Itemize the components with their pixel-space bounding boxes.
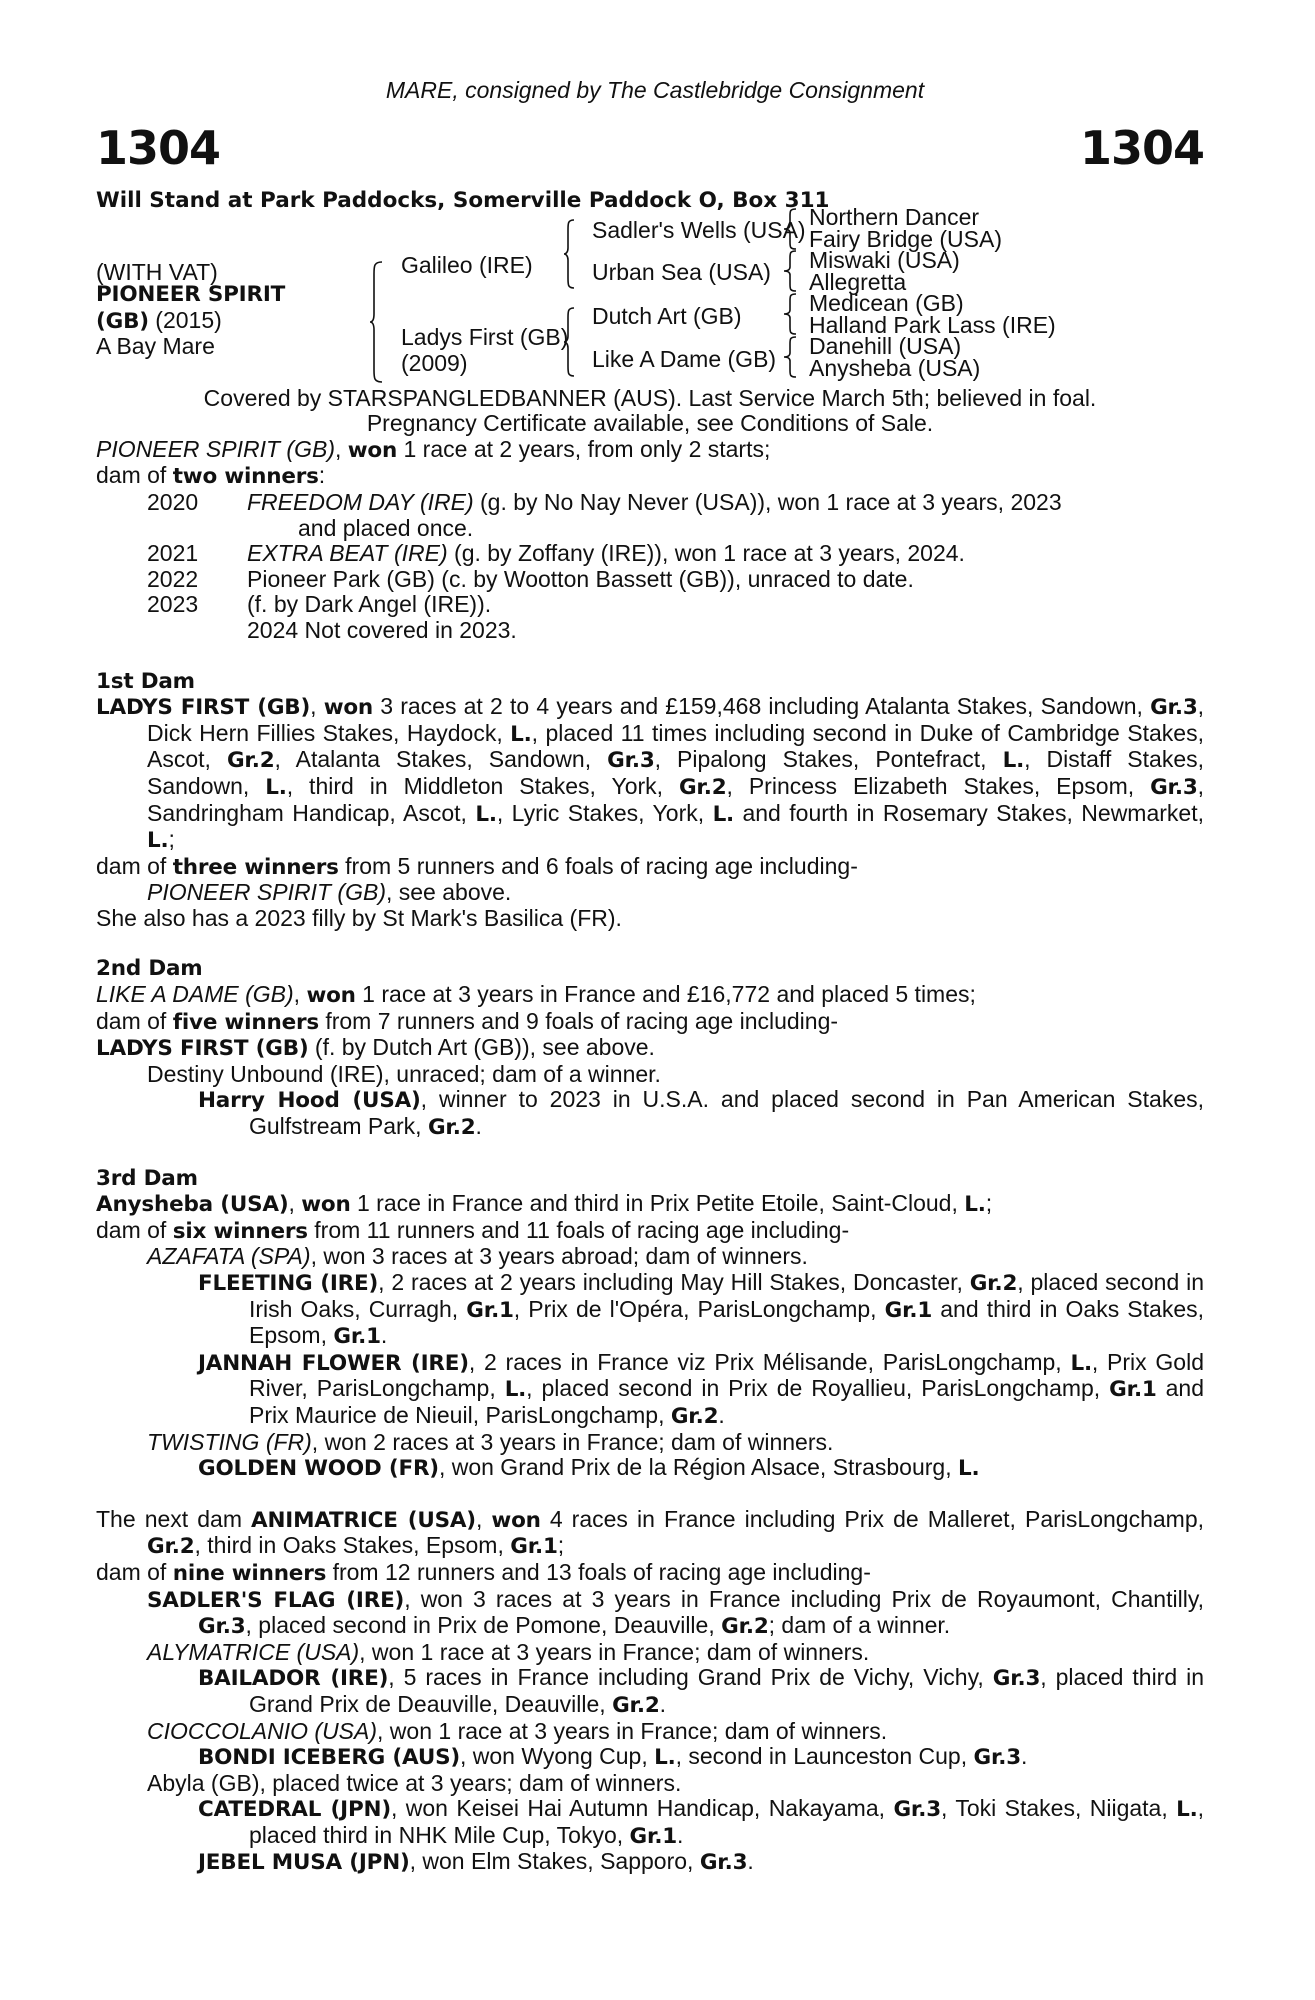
bold-text: won [306,983,356,1009]
produce-detail: (g. by Zoffany (IRE)), won 1 race at 3 years, 2024. [447,540,965,567]
bold-text: LADYS FIRST (GB) [96,1036,309,1062]
second-dam-heading: 2nd Dam [96,956,203,982]
sire-sire: Sadler's Wells (USA) [592,216,806,243]
produce-text [247,490,1204,541]
horse-country: (GB) [96,308,149,334]
third-dam-heading: 3rd Dam [96,1165,198,1191]
text-run: 3 races at 2 to 4 years and £159,468 including Atalanta Stakes, Sandown, [373,693,1151,720]
text-run: The next dam [96,1505,252,1532]
bold-text: five winners [172,1009,319,1035]
ggp-7: Danehill (USA) [809,332,962,359]
text-run: , won Wyong Cup, [460,1743,655,1770]
text-run: , placed second in Prix de Royallieu, ParisLongchamp, [526,1375,1110,1402]
bold-text: Gr.3 [198,1614,246,1640]
bold-text: L. [147,828,169,854]
ggp-5: Medicean (GB) [809,289,964,316]
bold-text: Gr.1 [333,1324,381,1350]
first-dam-produce-summary [96,854,1204,881]
horse-name: PIONEER SPIRIT [96,281,286,307]
third-dam-produce-summary [96,1218,1204,1245]
produce-year: 2021 [147,540,199,567]
produce-row [96,490,1204,541]
bold-text: BONDI ICEBERG (AUS) [198,1745,460,1771]
produce-text: 2024 Not covered in 2023. [247,616,517,643]
bold-text: Gr.3 [992,1666,1041,1692]
catalogue-page [96,78,1204,1876]
text-run: , second in Launceston Cup, [675,1743,974,1770]
next-dam-grandchild-jebel-musa [96,1849,1204,1876]
text-run: (f. by Dutch Art (GB)), see above. [308,1034,655,1061]
text-run: , Toki Stakes, Niigata, [940,1795,1177,1822]
third-dam-grandchild-golden-wood [96,1455,1204,1482]
produce-row [96,541,1204,567]
race-record: PIONEER SPIRIT (GB), won 1 race at 2 years, from only 2 starts; [96,435,771,463]
first-dam-child [96,880,1204,906]
next-dam-grandchild-catedral [96,1796,1204,1849]
produce-year [96,618,247,644]
produce-name: FREEDOM DAY (IRE) [247,488,474,515]
bold-text: Gr.2 [969,1271,1018,1296]
text-run: and third in Oaks Stakes, Epsom, [249,1295,1205,1349]
text-run: dam of [96,1558,173,1585]
bold-text: Gr.3 [893,1797,941,1823]
consigner-line: MARE, consigned by The Castlebridge Consignment [385,77,925,103]
italic-text: PIONEER SPIRIT (GB) [147,879,386,906]
third-dam-child-azafata [96,1244,1204,1270]
text-run: . [747,1848,754,1875]
bold-text: Anysheba (USA) [96,1192,289,1218]
next-dam-grandchild-bondi-iceberg [96,1744,1204,1771]
text-run: , Dick Hern Fillies Stakes, Haydock, [147,693,1204,746]
pedigree-brace-ggp-3 [784,293,798,335]
pedigree-brace-dam [564,308,576,376]
next-dam-grandchild-bailador [96,1665,1204,1718]
text-run: , placed 11 times including second in Duke of Cambridge Stakes, Ascot, [147,719,1204,773]
text-run: . [1021,1743,1028,1770]
third-dam-grandchild-fleeting [96,1270,1204,1350]
bold-text: Gr.2 [678,774,727,800]
dam-year: (2009) [401,349,468,376]
bold-text: JEBEL MUSA (JPN) [198,1850,410,1876]
bold-text: L. [1176,1797,1198,1823]
second-dam-child-2: Destiny Unbound (IRE), unraced; dam of a winner. [147,1060,661,1087]
dam-of-count: two winners [172,464,319,490]
covering-note-1: Covered by STARSPANGLEDBANNER (AUS). Last Service March 5th; believed in foal. [203,384,1097,411]
text-run: and Prix Maurice de Nieuil, ParisLongchamp, [249,1375,1204,1428]
bold-text: Gr.2 [721,1614,769,1640]
italic-text: TWISTING (FR) [147,1428,312,1455]
text-run: , placed third in Grand Prix de Deauville, Deauville, [249,1664,1205,1717]
bold-text: Gr.1 [466,1297,514,1323]
pedigree-brace-sire [564,220,576,288]
bold-text: Gr.1 [884,1297,933,1323]
next-dam-produce-summary [96,1560,1204,1587]
second-dam-record: LIKE A DAME (GB), won 1 race at 3 years in France and £16,772 and placed 5 times; [96,981,976,1009]
bold-text: Harry Hood (USA) [198,1088,421,1114]
ggp-8: Anysheba (USA) [809,354,981,381]
text-run: , 2 races at 2 years including May Hill Stakes, Doncaster, [378,1269,970,1295]
text-run: , won Keisei Hai Autumn Handicap, Nakayama, [390,1795,894,1822]
bold-text: JANNAH FLOWER (IRE) [198,1350,469,1376]
text-run: , won 2 races at 3 years in France; dam of winners. [311,1428,834,1455]
bold-text: Gr.2 [612,1692,660,1718]
text-run: , third in Oaks Stakes, Epsom, [194,1532,511,1559]
text-run: , Lyric Stakes, York, [496,799,713,826]
text-run: , Princess Elizabeth Stakes, Epsom, [726,772,1151,799]
won-label: won [323,695,374,721]
ggp-3: Miswaki (USA) [809,246,960,273]
horse-description: A Bay Mare [96,332,215,359]
bold-text: L. [964,1192,986,1218]
bold-text: Gr.2 [226,748,275,774]
bold-text: Gr.3 [699,1850,748,1876]
next-dam-child-abyla: Abyla (GB), placed twice at 3 years; dam of winners. [147,1769,682,1796]
bold-text: L. [510,721,532,747]
text-run: . [718,1401,725,1428]
produce-year: 2020 [147,488,199,515]
second-dam-produce-summary [96,1009,1204,1036]
lot-number-row [96,118,1204,184]
text-run: . [659,1690,666,1717]
bold-text: BAILADOR (IRE) [198,1666,389,1692]
text-run: , Prix Gold River, ParisLongchamp, [249,1348,1204,1402]
dam-of-post: : [318,462,326,489]
produce-text [247,541,1204,567]
ggp-4: Allegretta [809,268,907,295]
second-dam-child-1 [96,1035,1204,1062]
text-run: , won Grand Prix de la Région Alsace, Strasbourg, [438,1454,958,1481]
text-run: , won Elm Stakes, Sapporo, [409,1848,700,1875]
bold-text: won [491,1507,541,1533]
produce-row [96,567,1204,593]
bold-text: Gr.3 [1150,774,1198,800]
bold-text: L. [1070,1350,1092,1376]
text-run: , won 1 race at 3 years in France; dam of winners. [377,1717,888,1744]
bold-text: three winners [172,854,339,880]
pedigree-brace-ggp-4 [784,336,798,378]
bold-text: Gr.1 [1109,1377,1157,1403]
text-run: , third in Middleton Stakes, York, [286,772,679,799]
bold-text: GOLDEN WOOD (FR) [198,1456,439,1482]
text-run: , placed second in Irish Oaks, Curragh, [249,1269,1204,1322]
lot-number-left: 1304 [96,120,221,175]
bold-text: Gr.3 [973,1745,1022,1771]
text-run: , placed second in Prix de Pomone, Deauville, [245,1612,722,1639]
dam-dam: Like A Dame (GB) [592,345,777,372]
text-run: , winner to 2023 in U.S.A. and placed second in Pan American Stakes, Gulfstream Park, [249,1086,1204,1140]
horse-year: (2015) [148,306,222,333]
text-run: , placed third in NHK Mile Cup, Tokyo, [249,1795,1205,1848]
horse-name-country-year [96,308,222,335]
text-run: 1 race in France and third in Prix Petite Etoile, Saint-Cloud, [350,1190,965,1217]
italic-text: AZAFATA (SPA) [147,1243,311,1270]
ggp-2: Fairy Bridge (USA) [809,225,1002,252]
produce-text: (f. by Dark Angel (IRE)). [247,591,492,618]
pedigree-table [96,203,1204,442]
third-dam-child-twisting [96,1430,1204,1456]
next-dam-child-alymatrice [96,1640,1204,1666]
text-run: , Pipalong Stakes, Pontefract, [654,746,1003,773]
text-run: , 5 races in France including Grand Prix de Vichy, Vichy, [388,1664,993,1691]
bold-text: won [301,1192,351,1218]
vat-note: (WITH VAT) [96,258,218,285]
text-run: , Atalanta Stakes, Sandown, [274,746,608,773]
italic-text: CIOCCOLANIO (USA) [147,1717,378,1744]
bold-text: L. [1002,748,1025,774]
bold-text: L. [654,1745,676,1771]
bold-text: L. [475,801,497,827]
produce-row [96,592,1204,618]
text-run: from 7 runners and 9 foals of racing age including- [318,1007,839,1034]
text-run: , won 3 races at 3 years abroad; dam of winners. [310,1243,808,1270]
next-dam-child-sadlers-flag [96,1587,1204,1640]
next-dam-child-cioccolanio [96,1719,1204,1745]
first-dam-record: LADYS FIRST (GB), won 3 races at 2 to 4 years and £159,468 including Atalanta Stakes, Sandown, Gr.3, Dick Hern Fillies Stakes, Haydock, L., placed 11 times including second in Duke of Cambridge Stakes, Ascot, Gr.2, Atalanta Stakes, Sandown, Gr.3, Pipalong Stakes, Pontefract, L., Distaff Stakes, Sandown, L., third in Middleton Stakes, York, Gr.2, Princess Elizabeth Stakes, Epsom, Gr.3, Sandringham Handicap, Ascot, L., Lyric Stakes, York, L. and fourth in Rosemary Stakes, Newmarket, L.; [96,693,1204,854]
dam-sire: Dutch Art (GB) [592,302,742,329]
text-run: and fourth in Rosemary Stakes, Newmarket, [734,799,1204,826]
text-run: . [677,1821,684,1848]
produce-cont: and placed once. [298,514,474,541]
produce-row [96,618,1204,644]
first-dam-name: LADYS FIRST (GB) [96,695,311,721]
text-run: . [475,1113,482,1140]
sire: Galileo (IRE) [401,251,533,278]
bold-text: Gr.2 [427,1115,476,1141]
next-dam-record: The next dam ANIMATRICE (USA), won 4 races in France including Prix de Malleret, ParisLongchamp, Gr.2, third in Oaks Stakes, Epsom, Gr.1; [96,1505,1205,1560]
bold-text: SADLER'S FLAG (IRE) [147,1587,405,1613]
ggp-6: Halland Park Lass (IRE) [809,311,1056,338]
record-won: won [347,437,398,463]
text-run: from 11 runners and 11 foals of racing age including- [307,1216,850,1243]
produce-year: 2022 [147,565,199,592]
text-run: , won 1 race at 3 years in France; dam of winners. [359,1638,870,1665]
text-run: , Prix de l'Opéra, ParisLongchamp, [513,1295,885,1322]
bold-text: Gr.1 [629,1823,678,1849]
covering-note-2: Pregnancy Certificate available, see Conditions of Sale. [366,410,934,437]
text-run: ; [985,1190,993,1217]
bold-text: L. [265,774,287,800]
text-run: , won 3 races at 3 years in France including Prix de Royaumont, Chantilly, [404,1585,1204,1612]
produce-year: 2023 [147,591,199,618]
italic-text: LIKE A DAME (GB) [96,981,294,1008]
text-run: , Distaff Stakes, Sandown, [147,746,1204,799]
text-run: from 5 runners and 6 foals of racing age including- [338,852,858,879]
second-dam-grandchild [96,1087,1204,1140]
third-dam-grandchild-jannah [96,1350,1204,1430]
text-run: . [380,1322,388,1349]
text-run: , Sandringham Handicap, Ascot, [147,772,1204,826]
bold-text: nine winners [172,1560,327,1586]
bold-text: CATEDRAL (JPN) [198,1797,391,1823]
text-run: dam of [96,1007,173,1034]
record-horse: PIONEER SPIRIT (GB) [96,435,335,462]
text-run: 1 race at 3 years in France and £16,772 and placed 5 times; [355,981,976,1008]
text-run: , 2 races in France viz Prix Mélisande, ParisLongchamp, [468,1348,1071,1375]
text-run: ; [557,1532,565,1559]
text-run: dam of [96,1216,173,1243]
italic-text: ALYMATRICE (USA) [147,1638,360,1665]
bold-text: L. [958,1456,980,1482]
third-dam-record: Anysheba (USA), won 1 race in France and third in Prix Petite Etoile, Saint-Cloud, L.; [96,1190,993,1218]
stabling-location: Will Stand at Park Paddocks, Somerville Paddock O, Box 311 [96,187,830,213]
sire-dam: Urban Sea (USA) [592,258,771,285]
bold-text: ANIMATRICE (USA) [251,1507,476,1533]
text-run: ; dam of a winner. [768,1612,951,1639]
bold-text: Gr.3 [1150,695,1198,721]
lot-number-right: 1304 [1079,120,1204,175]
text-run: ; [168,826,175,853]
produce-text: Pioneer Park (GB) (c. by Wootton Bassett (GB)), unraced to date. [247,565,914,592]
bold-text: six winners [172,1218,308,1244]
bold-text: Gr.2 [147,1534,195,1560]
pedigree-brace-ggp-1 [784,208,798,250]
bold-text: FLEETING (IRE) [198,1271,379,1296]
first-dam-also: She also has a 2023 filly by St Mark's Basilica (FR). [96,904,622,931]
bold-text: Gr.2 [670,1403,719,1429]
text-run: 4 races in France including Prix de Malleret, ParisLongchamp, [540,1505,1205,1532]
bold-text: L. [712,801,735,827]
bold-text: L. [504,1377,527,1403]
pedigree-brace-main [370,262,384,382]
bold-text: Gr.3 [607,748,655,774]
produce-detail: (g. by No Nay Never (USA)), won 1 race at 3 years, 2023 [473,488,1062,515]
first-dam-heading: 1st Dam [96,668,195,694]
text-run: , see above. [385,879,512,906]
bold-text: Gr.1 [510,1534,558,1560]
record-rest: 1 race at 2 years, from only 2 starts; [397,435,771,462]
dam-of-pre: dam of [96,462,173,489]
produce-name: EXTRA BEAT (IRE) [247,540,448,567]
dam-of-summary [96,463,1204,490]
dam: Ladys First (GB) [401,323,569,350]
text-run: from 12 runners and 13 foals of racing age including- [326,1558,871,1585]
ggp-1: Northern Dancer [809,203,980,230]
text-run: dam of [96,852,173,879]
pedigree-brace-ggp-2 [784,250,798,292]
